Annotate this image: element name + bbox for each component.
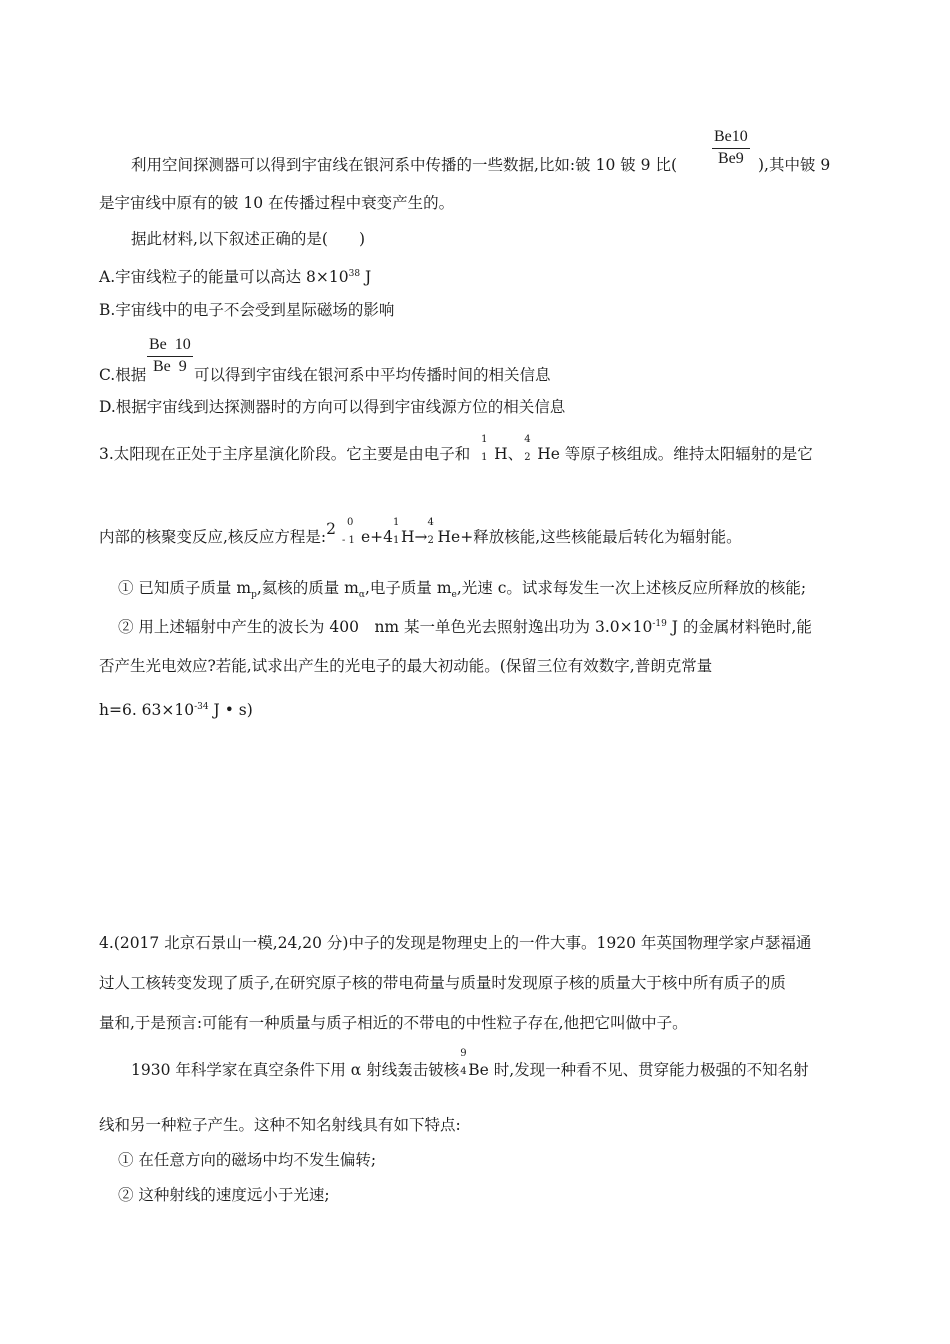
- q3-line2: 内部的核聚变反应,核反应方程是:2 0 - 1 e+4 1 1 H→ 4 2 He+释放核能,这些核能最后转化为辐射能。: [99, 517, 742, 546]
- q2-option-b: B.宇宙线中的电子不会受到星际磁场的影响: [99, 301, 395, 319]
- fraction-numerator: Be 10: [147, 336, 193, 357]
- q4-item-2: ② 这种射线的速度远小于光速;: [118, 1186, 330, 1204]
- nuclear-equation: 2 0 - 1 e+4 1 1 H→ 4 2: [326, 517, 434, 546]
- q2-passage-line1-pre: 利用空间探测器可以得到宇宙线在银河系中传播的一些数据,比如:铍 10 铍 9 比(: [131, 156, 677, 174]
- q4-line4: 1930 年科学家在真空条件下用 α 射线轰击铍核 9 4 Be 时,发现一种看不见、贯穿能力极强的不知名射: [131, 1048, 809, 1079]
- q2-passage-line1-post: ),其中铍 9: [758, 156, 831, 174]
- q2-option-a: A.宇宙线粒子的能量可以高达 $8\times 10^{38}$ J: [99, 268, 372, 287]
- q4-line1: 4.(2017 北京石景山一模,24,20 分)中子的发现是物理史上的一件大事。1920 年英国物理学家卢瑟福通: [99, 934, 812, 952]
- q3-subquestion-2-line2: 否产生光电效应?若能,试求出产生的光电子的最大初动能。(保留三位有效数字,普朗克常量: [99, 657, 713, 675]
- q3-subquestion-1: ① 已知质子质量 $m_p$,氦核的质量 $m_\alpha$,电子质量 $m_e$,光速 c。试求每发生一次上述核反应所释放的核能;: [118, 579, 807, 601]
- q4-line5: 线和另一种粒子产生。这种不知名射线具有如下特点:: [99, 1116, 461, 1134]
- q2-stem: 据此材料,以下叙述正确的是( ): [131, 230, 366, 248]
- hydrogen-nuclide: 1 1: [481, 434, 488, 463]
- helium-nuclide: 4 2: [524, 434, 531, 463]
- fraction-denominator: Be9: [718, 150, 744, 167]
- q2-option-c-post: 可以得到宇宙线在银河系中平均传播时间的相关信息: [194, 366, 551, 384]
- q2-passage-line2: 是宇宙线中原有的铍 10 在传播过程中衰变产生的。: [99, 194, 455, 212]
- q3-subquestion-2: ② 用上述辐射中产生的波长为 400 nm 某一单色光去照射逸出功为 $3.0\times 10^{-19}$ J 的金属材料铯时,能: [118, 618, 812, 637]
- fraction-denominator: Be 9: [153, 358, 187, 375]
- q4-item-1: ① 在任意方向的磁场中均不发生偏转;: [118, 1151, 377, 1169]
- beryllium-nuclide: 9 4: [460, 1048, 467, 1077]
- q4-line2: 过人工核转变发现了质子,在研究原子核的带电荷量与质量时发现原子核的质量大于核中所有质子的质: [99, 974, 786, 992]
- beryllium-ratio-fraction-c: [147, 336, 193, 376]
- fraction-numerator: Be10: [712, 128, 750, 149]
- beryllium-ratio-fraction: [712, 128, 750, 168]
- q2-option-d: D.根据宇宙线到达探测器时的方向可以得到宇宙线源方位的相关信息: [99, 398, 566, 416]
- q3-subquestion-2-line3: h=6. $63\times 10^{-34}$ J • s): [99, 701, 253, 720]
- q4-line3: 量和,于是预言:可能有一种质量与质子相近的不带电的中性粒子存在,他把它叫做中子。: [99, 1014, 688, 1032]
- exponent: 38: [348, 269, 361, 279]
- q2-option-c-pre: C.根据: [99, 366, 147, 384]
- q3-line1: 3.太阳现在正处于主序星演化阶段。它主要是由电子和 1 1 H、 4 2 He 等原子核组成。维持太阳辐射的是它: [99, 434, 813, 463]
